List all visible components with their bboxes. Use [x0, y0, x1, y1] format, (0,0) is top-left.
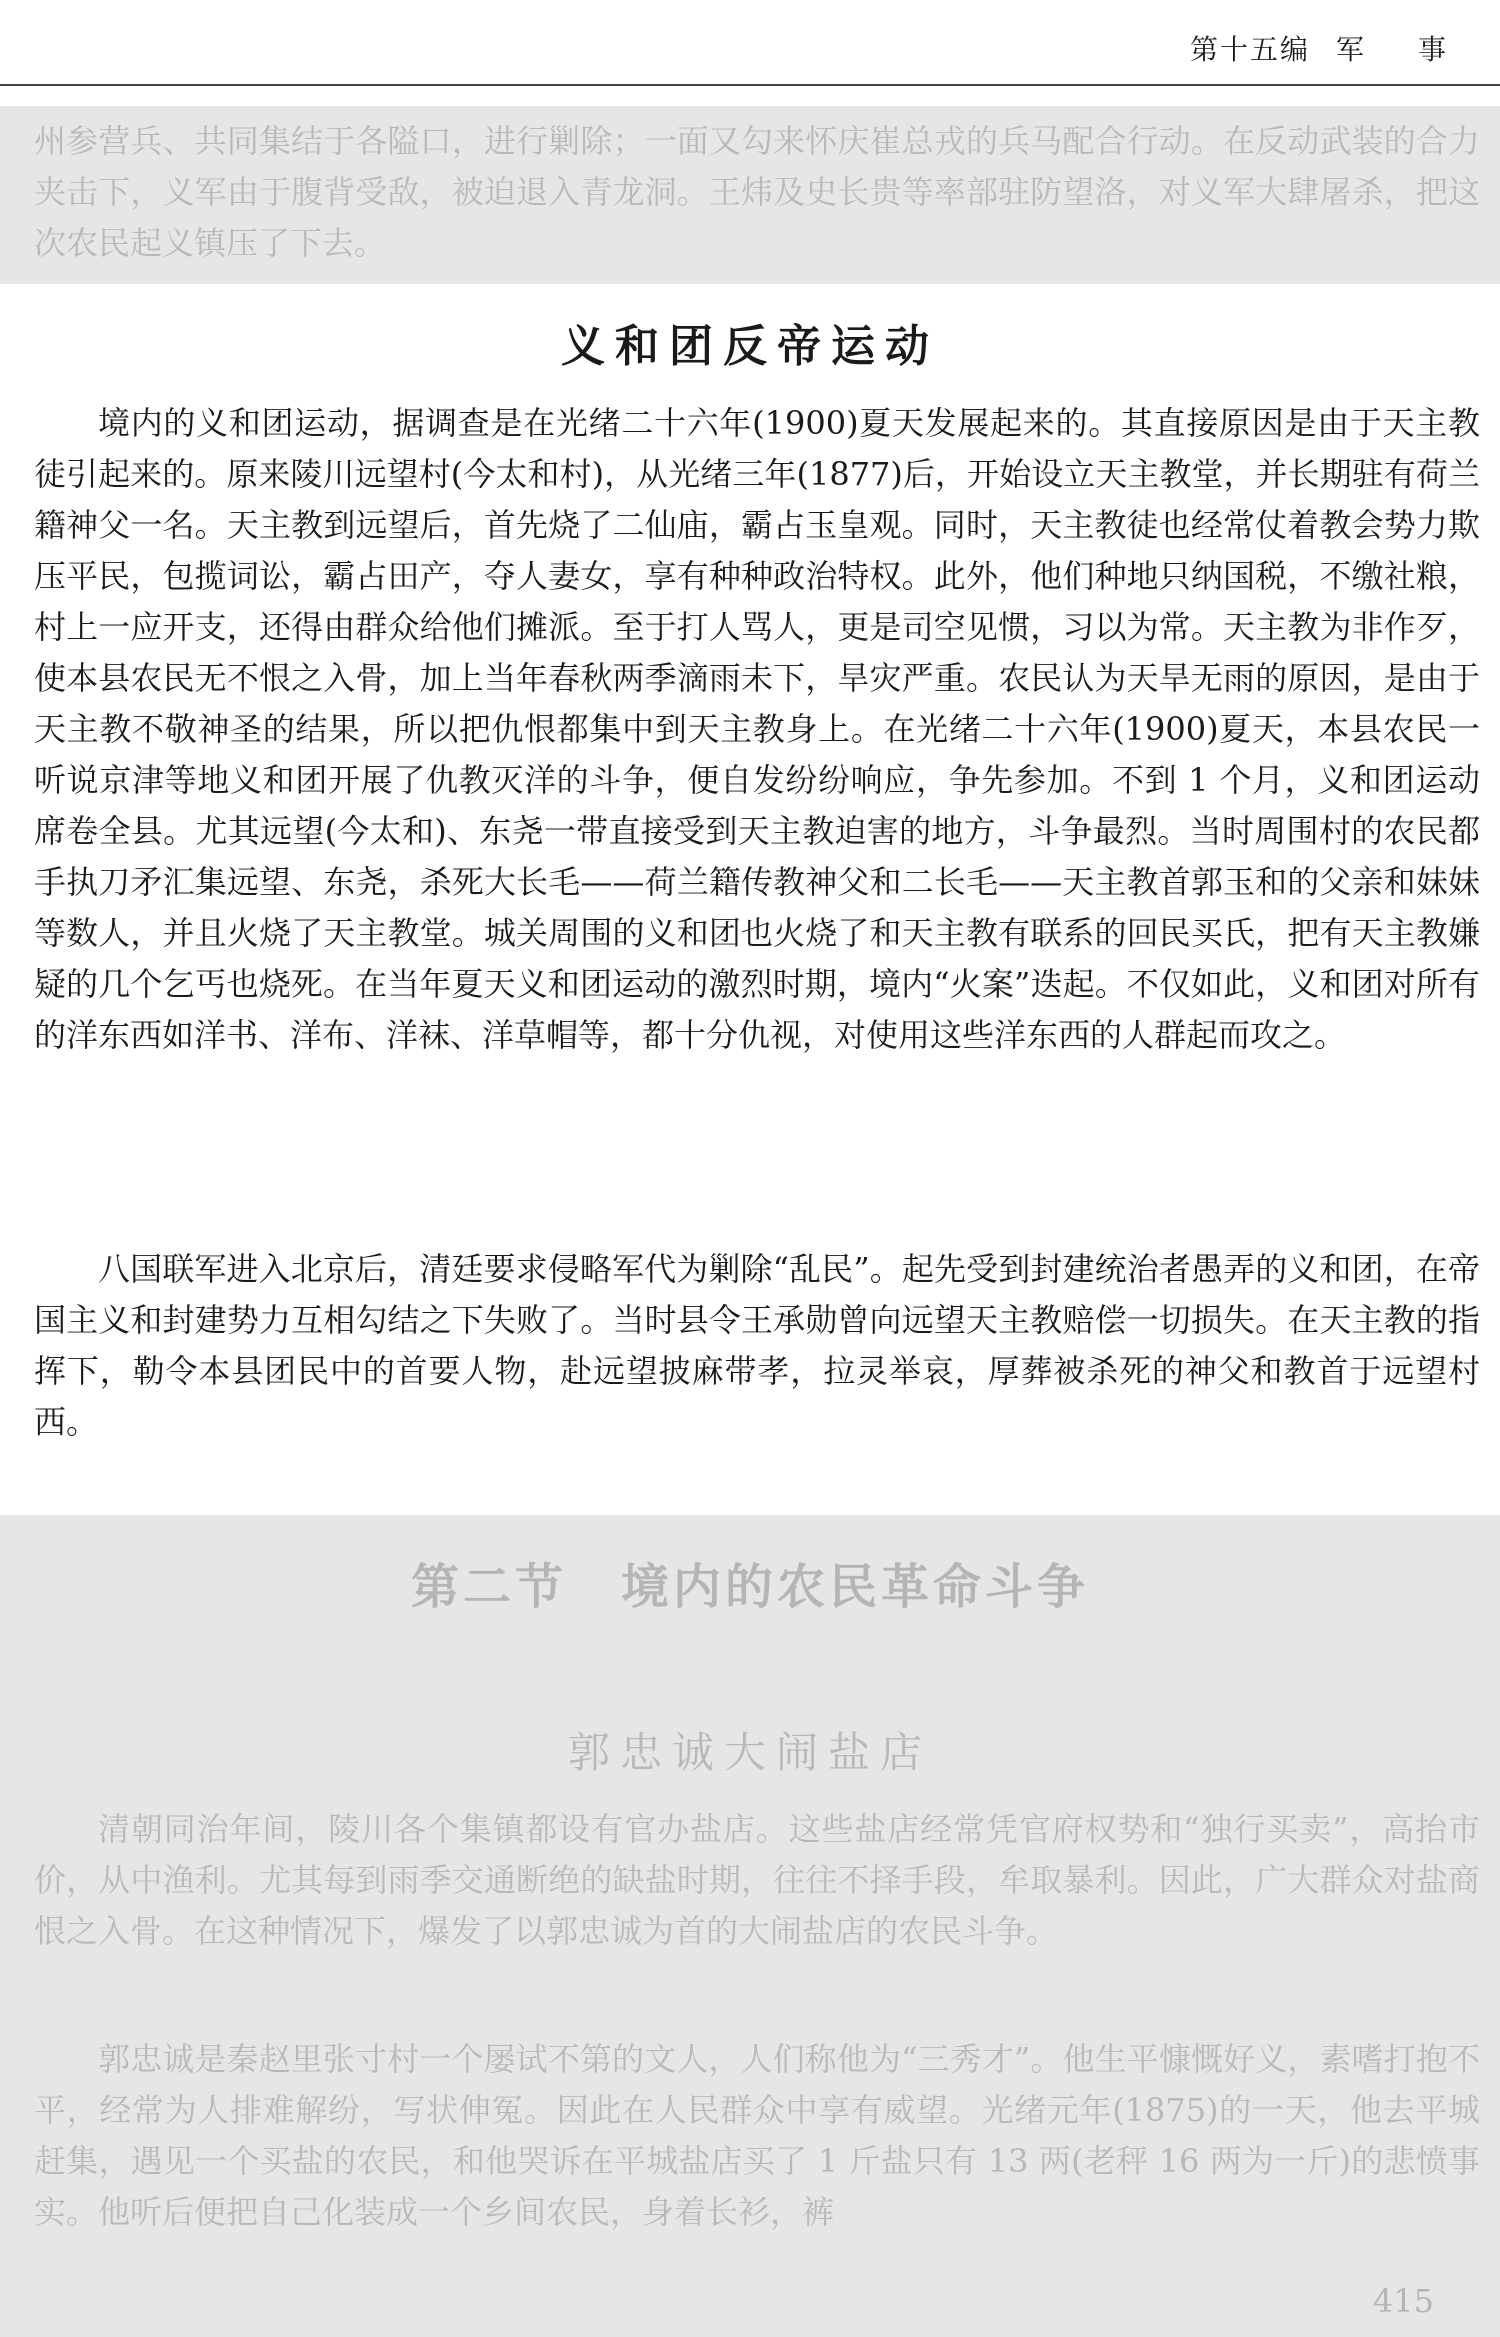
- faded-top-paragraph: 州参营兵、共同集结于各隘口，进行剿除；一面又勾来怀庆崔总戎的兵马配合行动。在反动武装的合力夹击下，义军由于腹背受敌，被迫退入青龙洞。王炜及史长贵等率部驻防望洛，对义军大肆屠杀，把这次农民起义镇压了下去。: [34, 122, 1480, 262]
- section-paragraph-1: 境内的义和团运动，据调查是在光绪二十六年(1900)夏天发展起来的。其直接原因是由于天主教徒引起来的。原来陵川远望村(今太和村)，从光绪三年(1877)后，开始设立天主教堂，并长期驻有荷兰籍神父一名。天主教到远望后，首先烧了二仙庙，霸占玉皇观。同时，天主教徒也经常仗着教会势力欺压平民，包揽词讼，霸占田产，夺人妻女，享有种种政治特权。此外，他们种地只纳国税，不缴社粮，村上一应开支，还得由群众给他们摊派。至于打人骂人，更是司空见惯，习以为常。天主教为非作歹，使本县农民无不恨之入骨，加上当年春秋两季滴雨未下，旱灾严重。农民认为天旱无雨的原因，是由于天主教不敬神圣的结果，所以把仇恨都集中到天主教身上。在光绪二十六年(1900)夏天，本县农民一听说京津等地义和团开展了仇教灭洋的斗争，便自发纷纷响应，争先参加。不到 1 个月，义和团运动席卷全县。尤其远望(今太和)、东尧一带直接受到天主教迫害的地方，斗争最烈。当时周围村的农民都手执刀矛汇集远望、东尧，杀死大长毛——荷兰籍传教神父和二长毛——天主教首郭玉和的父亲和妹妹等数人，并且火烧了天主教堂。城关周围的义和团也火烧了和天主教有联系的回民买氏，把有天主教嫌疑的几个乞丐也烧死。在当年夏天义和团运动的激烈时期，境内“火案”迭起。不仅如此，义和团对所有的洋东西如洋书、洋布、洋袜、洋草帽等，都十分仇视，对使用这些洋东西的人群起而攻之。: [34, 404, 1480, 1054]
- chapter-number: 第二节: [410, 1559, 567, 1615]
- subsection-title: 郭忠诚大闹盐店: [567, 1728, 932, 1777]
- header-part: 第十五编: [1189, 33, 1310, 66]
- header-title-b: 事: [1417, 33, 1448, 66]
- section-title: 义和团反帝运动: [561, 321, 939, 372]
- subsection-paragraph-1: 清朝同治年间，陵川各个集镇都设有官办盐店。这些盐店经常凭官府权势和“独行买卖”，高抬市价，从中渔利。尤其每到雨季交通断绝的缺盐时期，往往不择手段，牟取暴利。因此，广大群众对盐商恨之入骨。在这种情况下，爆发了以郭忠诚为首的大闹盐店的农民斗争。: [34, 1810, 1480, 1950]
- section-paragraph-2: 八国联军进入北京后，清廷要求侵略军代为剿除“乱民”。起先受到封建统治者愚弄的义和团，在帝国主义和封建势力互相勾结之下失败了。当时县令王承勋曾向远望天主教赔偿一切损失。在天主教的指挥下，勒令本县团民中的首要人物，赴远望披麻带孝，拉灵举哀，厚葬被杀死的神父和教首于远望村西。: [34, 1250, 1480, 1441]
- header-title-a: 军: [1335, 33, 1366, 66]
- chapter-title: [0, 1548, 1500, 1617]
- running-header: [1190, 28, 1448, 68]
- page-number: 415: [1372, 2282, 1434, 2320]
- subsection-paragraph-2: 郭忠诚是秦赵里张寸村一个屡试不第的文人，人们称他为“三秀才”。他生平慷慨好义，素嗜打抱不平，经常为人排难解纷，写状伸冤。因此在人民群众中享有威望。光绪元年(1875)的一天，他去平城赶集，遇见一个买盐的农民，和他哭诉在平城盐店买了 1 斤盐只有 13 两(老秤 16 两为一斤)的悲愤事实。他听后便把自己化装成一个乡间农民，身着长衫，裤: [34, 2040, 1480, 2231]
- header-rule: [0, 84, 1500, 86]
- chapter-title-text: 境内的农民革命斗争: [621, 1559, 1090, 1615]
